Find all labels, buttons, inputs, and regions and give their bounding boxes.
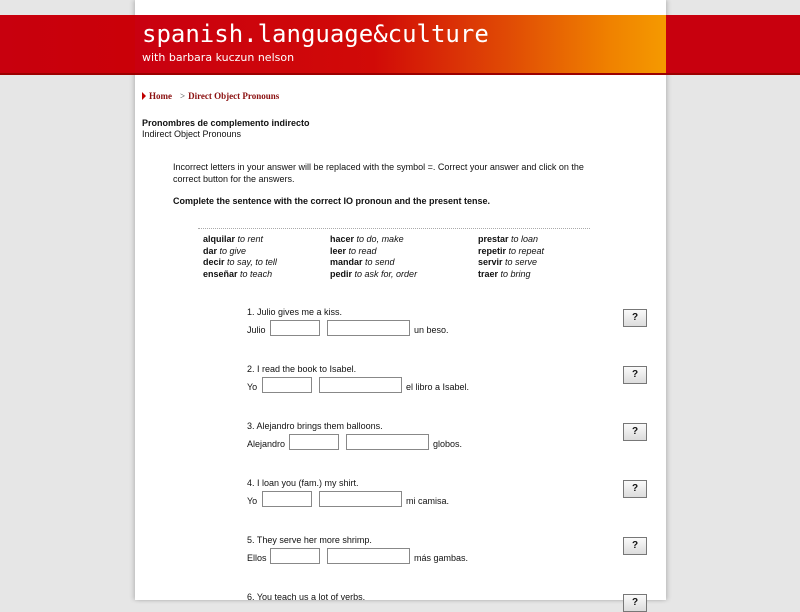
verb-word: pedir [330,268,353,279]
content-page [135,0,666,608]
exercise-ending: mi camisa. [406,496,450,506]
exercise-ending: más gambas. [414,553,469,563]
exercise-subject: Yo [247,382,258,392]
verb-word: hacer [330,234,355,244]
exercise-prompt: 4. I loan you (fam.) my shirt. [247,478,359,488]
verb-word: mandar [330,257,363,267]
page-title-spanish: Pronombres de complemento indirecto [142,118,310,128]
breadcrumb-current-link[interactable]: Direct Object Pronouns [188,91,280,101]
exercise-instruction: Complete the sentence with the correct IO pronoun and the present tense. [173,196,491,206]
verb-entry [330,234,417,246]
verb-entry [330,269,417,281]
verb-meaning: to say, to tell [227,257,277,267]
page-title-english: Indirect Object Pronouns [142,129,242,139]
verb-meaning: to rent [237,234,264,244]
exercise-subject: Julio [247,325,266,335]
verb-meaning: to give [219,245,247,256]
breadcrumb-separator: > [180,91,186,101]
verb-column-2 [330,234,417,280]
verb-meaning: to do, make [356,234,404,244]
verb-list [198,228,590,279]
verb-entry [330,257,417,269]
help-button[interactable]: ? [623,423,647,441]
verb-word: alquilar [203,234,236,244]
exercise-ending: un beso. [414,325,449,335]
site-title: spanish.language&culture [142,20,489,48]
verb-input[interactable] [327,548,410,564]
verb-entry [478,269,544,281]
verb-entry [478,234,544,246]
verb-meaning: to bring [500,268,531,279]
exercise-prompt: 2. I read the book to Isabel. [247,364,357,374]
help-button[interactable]: ? [623,537,647,555]
verb-meaning: to repeat [508,245,545,256]
verb-meaning: to read [348,245,377,256]
help-button[interactable]: ? [623,309,647,327]
exercise-subject: Alejandro [247,439,286,449]
verb-word: prestar [478,234,509,244]
help-button[interactable]: ? [623,594,647,612]
verb-entry [203,234,277,246]
verb-entry [203,246,277,258]
pronoun-input[interactable] [262,491,312,507]
help-button[interactable]: ? [623,366,647,384]
site-subtitle: with barbara kuczun nelson [142,51,295,64]
exercise-ending: el libro a Isabel. [406,382,470,392]
verb-word: enseñar [203,268,238,279]
site-banner [0,15,800,75]
verb-entry [478,246,544,258]
verb-input[interactable] [319,377,402,393]
exercise-ending: globos. [433,439,463,449]
verb-input[interactable] [327,320,410,336]
exercise-subject: Ellos [247,553,267,563]
exercise-subject: Yo [247,496,258,506]
verb-meaning: to loan [511,234,539,244]
exercise-prompt: 1. Julio gives me a kiss. [247,307,343,317]
verb-meaning: to send [365,257,395,267]
banner-gradient [135,15,666,73]
verb-word: servir [478,257,503,267]
verb-meaning: to teach [240,268,273,279]
verb-column-3 [478,234,544,280]
pronoun-input[interactable] [262,377,312,393]
intro-text: Incorrect letters in your answer will be replaced with the symbol =. Correct your answer and click on the correct button for the answers. [173,162,584,184]
verb-column-1 [203,234,277,280]
pronoun-input[interactable] [289,434,339,450]
verb-entry [203,269,277,281]
help-button[interactable]: ? [623,480,647,498]
arrow-right-icon [142,92,146,100]
verb-word: decir [203,257,225,267]
verb-entry [330,246,417,258]
verb-meaning: to serve [505,257,538,267]
exercise-prompt: 6. You teach us a lot of verbs. [247,592,366,602]
pronoun-input[interactable] [270,548,320,564]
verb-word: traer [478,268,499,279]
pronoun-input[interactable] [270,320,320,336]
verb-word: dar [203,245,218,256]
verb-entry [478,257,544,269]
verb-word: leer [330,245,347,256]
exercise-prompt: 5. They serve her more shrimp. [247,535,372,545]
verb-input[interactable] [346,434,429,450]
breadcrumb-home-link[interactable]: Home [149,91,172,101]
verb-word: repetir [478,245,507,256]
exercise-prompt: 3. Alejandro brings them balloons. [247,421,383,431]
verb-entry [203,257,277,269]
verb-meaning: to ask for, order [354,268,418,279]
verb-input[interactable] [319,491,402,507]
breadcrumb [142,91,279,101]
